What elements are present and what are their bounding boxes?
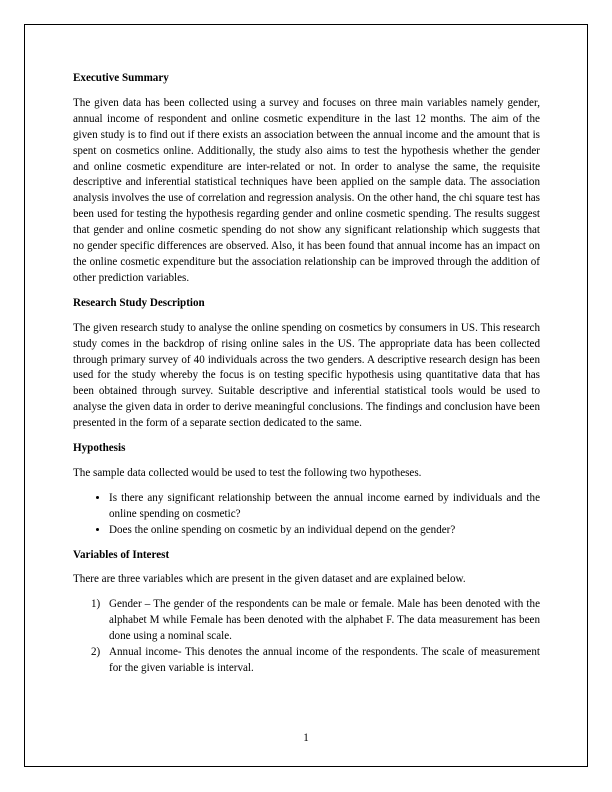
variable-number: 1)	[91, 598, 101, 611]
hypothesis-item: • Is there any significant relationship between the annual income earned by individuals and the online spending on cosmetic?	[109, 491, 540, 523]
research-description-heading: Research Study Description	[73, 296, 205, 309]
hypothesis-intro: The sample data collected would be used to test the following two hypotheses.	[73, 466, 422, 479]
executive-summary-heading: Executive Summary	[73, 72, 169, 84]
hypothesis-list	[73, 491, 540, 539]
variable-text: Annual income- This denotes the annual income of the respondents. The scale of measurement for the given variable is interval.	[109, 646, 540, 674]
page-number: 1	[303, 732, 309, 744]
document-body	[73, 71, 540, 686]
variable-text: Gender – The gender of the respondents can be male or female. Male has been denoted with the alphabet M while Female has been denoted with the alphabet F. The data measurement has been done using a nominal scale.	[109, 598, 540, 643]
variable-item	[73, 597, 540, 645]
executive-summary-text: The given data has been collected using a survey and focuses on three main variables namely gender, annual income of respondent and online cosmetic expenditure in the last 12 months. The aim of the given study is to find out if there exists an association between the annual income and the amount that is spent on cosmetics online. Additionally, the study also aims to test the hypothesis whether the gender and online cosmetic expenditure are inter-related or not. In order to analyse the same, the requisite descriptive and inferential statistical techniques have been applied on the sample data. The association analysis involves the use of correlation and regression analysis. On the other hand, the chi square test has been used for testing the hypothesis regarding gender and online cosmetic spending. The results suggest that gender and online cosmetic spending do not show any significant relationship which suggests that no gender specific differences are observed. Also, it has been found that annual income has an impact on the online cosmetic expenditure but the association relationship can be improved through the addition of other prediction variables.	[73, 96, 540, 284]
variable-number: 2)	[91, 646, 101, 659]
variables-list	[73, 597, 540, 677]
research-description-text: The given research study to analyse the online spending on cosmetics by consumers in US. This research study comes in the backdrop of rising online sales in the US. The appropriate data has been collected through primary survey of 40 individuals across the two genders. A descriptive research design has been used for the study whereby the focus is on testing specific hypothesis using quantitative data that has been obtained through survey. Suitable descriptive and inferential statistical tools would be used to analyse the given data in order to derive meaningful conclusions. The findings and conclusion have been presented in the form of a separate section dedicated to the same.	[73, 321, 540, 430]
variable-item	[73, 645, 540, 677]
hypothesis-heading: Hypothesis	[73, 442, 126, 455]
variables-intro: There are three variables which are present in the given dataset and are explained below.	[73, 573, 466, 586]
variables-heading: Variables of Interest	[73, 548, 170, 561]
hypothesis-item: • Does the online spending on cosmetic by an individual depend on the gender?	[109, 523, 540, 539]
